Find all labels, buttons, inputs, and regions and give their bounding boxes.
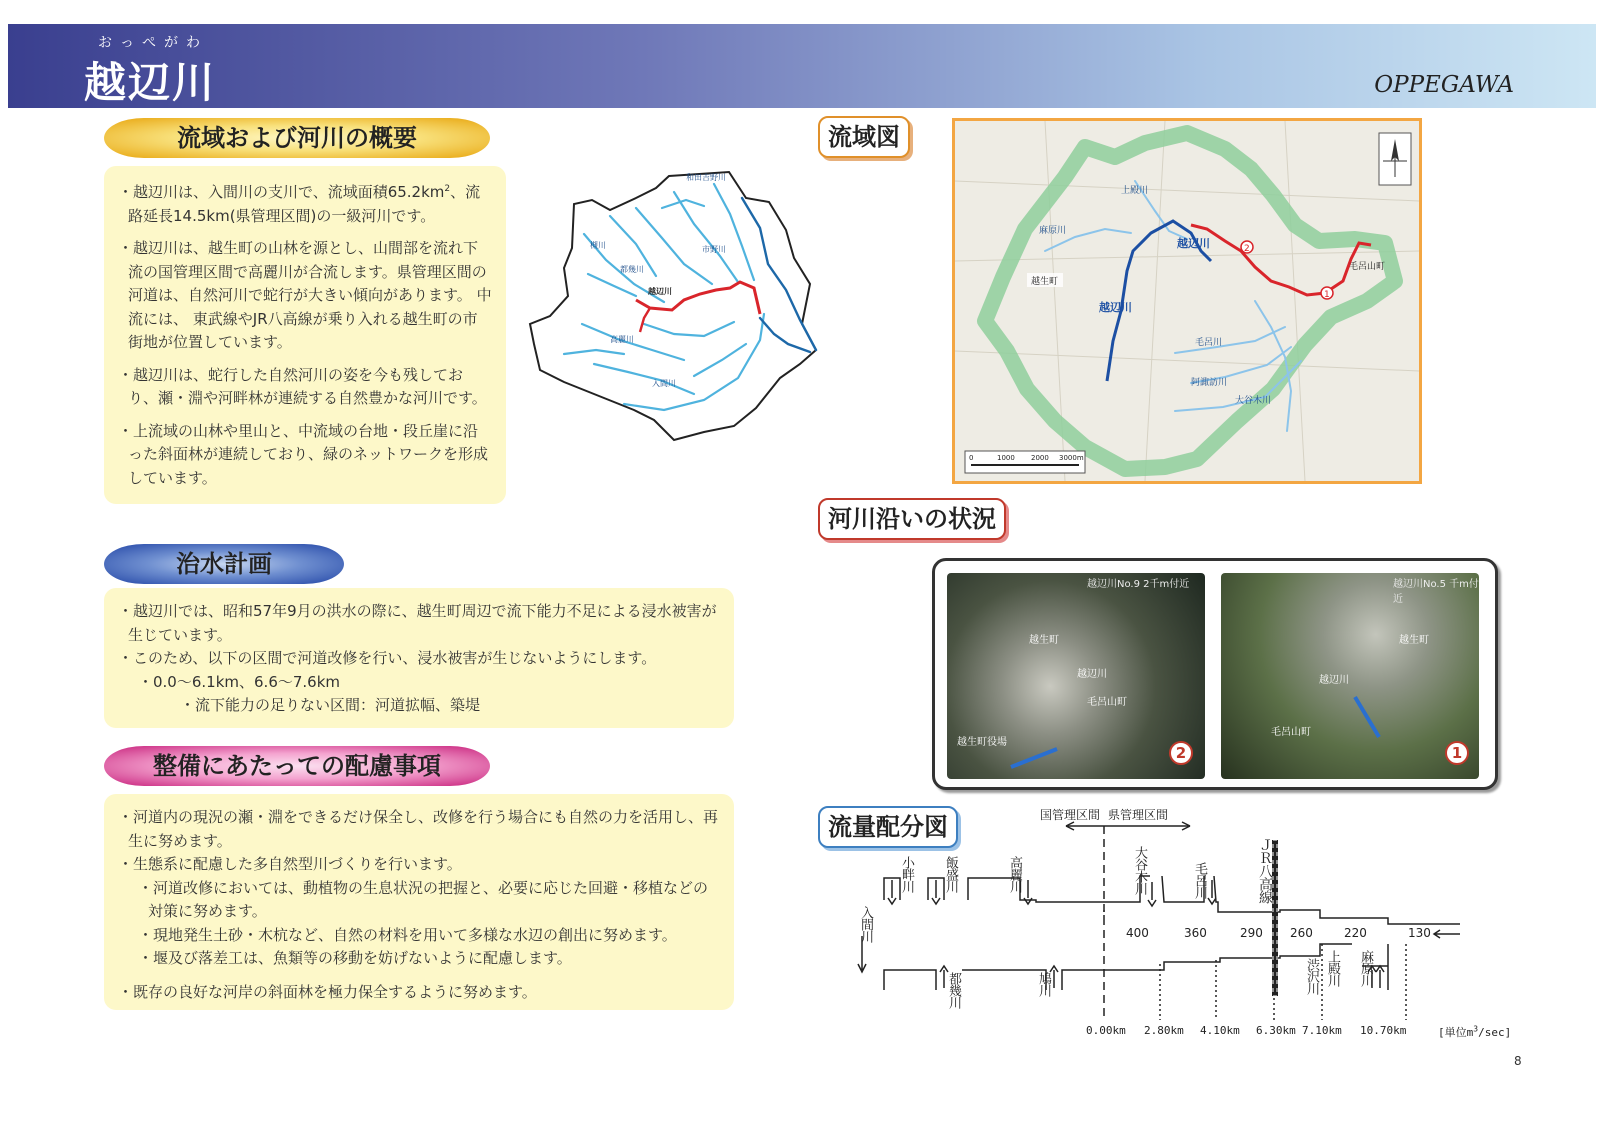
flow-value: 360	[1184, 926, 1207, 940]
flood-item: ・0.0～6.1km、6.6～7.6km	[138, 672, 341, 691]
km-label: 10.70km	[1360, 1024, 1407, 1037]
svg-text:2: 2	[1244, 244, 1250, 254]
flood-item: ・このため、以下の区間で河道改修を行い、浸水被害が生じないようにします。	[118, 649, 657, 667]
label-ichino: 市野川	[702, 245, 726, 254]
label-iruma: 入間川	[652, 379, 676, 388]
trib-kamitono: 上殿川	[1325, 950, 1340, 986]
trib-tsuki: 都幾川	[946, 972, 961, 1008]
flow-value: 220	[1344, 926, 1367, 940]
considerations-box	[104, 794, 734, 1010]
flow-value: 290	[1240, 926, 1263, 940]
flow-value: 400	[1126, 926, 1149, 940]
trib-oyagi: 大谷木川	[1132, 846, 1147, 894]
overview-heading: 流域および河川の概要	[104, 118, 490, 158]
trib-shibusawa: 渋沢川	[1304, 958, 1319, 994]
trib-mabara: 麻原川	[1358, 950, 1373, 986]
photo-badge-2: 2	[1169, 741, 1193, 765]
page-title: 越辺川	[84, 58, 217, 107]
aerial-photo-2: 越辺川No.9 2千m付近 越生町 越辺川 毛呂山町 越生町役場 2	[947, 573, 1205, 779]
label-moro: 毛呂川	[1195, 338, 1223, 348]
label-mabara: 麻原川	[1039, 226, 1067, 236]
svg-text:1000: 1000	[997, 454, 1015, 462]
trib-iruma: 入間川	[858, 906, 873, 942]
consider-item: ・現地発生土砂・木杭など、自然の材料を用いて多様な水辺の創出に努めます。	[138, 925, 677, 944]
label-wadayoshino: 和田吉野川	[686, 173, 726, 182]
label-koma: 高麗川	[610, 335, 634, 344]
km-label: 0.00km	[1086, 1024, 1126, 1037]
considerations-heading: 整備にあたっての配慮事項	[104, 746, 490, 786]
overview-box	[104, 166, 506, 504]
trib-jr: ＪＲ八高線	[1257, 838, 1273, 903]
trib-moro: 毛呂川	[1192, 862, 1207, 898]
km-label: 6.30km	[1256, 1024, 1296, 1037]
km-label: 4.10km	[1200, 1024, 1240, 1037]
flood-item: ・越辺川では、昭和57年9月の洪水の際に、越生町周辺で流下能力不足による浸水被害が生じています。	[118, 602, 717, 644]
watershed-heading: 流域図	[818, 116, 910, 158]
title-banner	[8, 24, 1596, 108]
basin-outline-map	[524, 164, 824, 446]
label-oppe: 越辺川	[648, 287, 672, 296]
photos-frame	[932, 558, 1498, 790]
trib-koma: 高麗川	[1007, 856, 1022, 892]
svg-text:2000: 2000	[1031, 454, 1049, 462]
photo-badge-1: 1	[1445, 741, 1469, 765]
watershed-map	[952, 118, 1422, 484]
label-kamitono: 上殿川	[1121, 186, 1149, 196]
consider-item: ・河道改修においては、動植物の生息状況の把握と、必要に応じた回避・移植などの対策に努めます。	[138, 878, 709, 920]
page-number: 8	[1514, 1054, 1522, 1068]
svg-text:0: 0	[969, 454, 974, 462]
label-kuni: 国管理区間	[1040, 808, 1101, 822]
svg-text:3000m: 3000m	[1059, 454, 1084, 462]
flood-box	[104, 588, 734, 728]
label-oppe-2: 越辺川	[1099, 301, 1132, 314]
trib-iimori: 飯盛川	[943, 856, 958, 892]
flood-item: ・流下能力の足りない区間：河道拡幅、築堤	[180, 696, 481, 714]
flow-value: 130	[1408, 926, 1431, 940]
flow-value: 260	[1290, 926, 1313, 940]
overview-item: ・上流域の山林や里山と、中流域の台地・段丘崖に沿った斜面林が連続しており、緑のネットワークを形成しています。	[118, 421, 489, 487]
trib-hato: 鳩川	[1036, 972, 1051, 996]
overview-item: ・越辺川は、越生町の山林を源とし、山間部を流れ下流の国管理区間で高麗川が合流します。県管理区間の河道は、自然河川で蛇行が大きい傾向があります。 中流には、 東武線やJR八高線が乗り入れる越生町の市街地が位置しています。	[118, 239, 492, 351]
consider-item: ・生態系に配慮した多自然型川づくりを行います。	[118, 855, 462, 873]
overview-item: ・越辺川は、蛇行した自然河川の姿を今も残しており、瀬・淵や河畔林が連続する自然豊かな河川です。	[118, 365, 487, 407]
trib-kobata: 小畔川	[899, 856, 914, 892]
label-oyagi: 大谷木川	[1235, 396, 1272, 406]
page-title-roman: OPPEGAWA	[1374, 72, 1514, 98]
label-ken: 県管理区間	[1108, 808, 1169, 822]
label-ogose: 越生町	[1031, 277, 1059, 287]
label-kaba: 槻川	[590, 241, 606, 250]
label-oppe-1: 越辺川	[1177, 237, 1210, 250]
consider-item: ・既存の良好な河岸の斜面林を極力保全するように努めます。	[118, 982, 537, 1001]
scale-bar	[965, 451, 1085, 473]
unit-label: [単位$m^3/\sec$]	[1438, 1024, 1512, 1039]
label-tsuki: 都幾川	[620, 265, 644, 274]
label-moroyama: 毛呂山町	[1349, 262, 1386, 272]
aerial-photo-1: 越辺川No.5 千m付近 越生町 越辺川 毛呂山町 1	[1221, 573, 1479, 779]
north-arrow	[1379, 133, 1411, 185]
consider-item: ・堰及び落差工は、魚類等の移動を妨げないように配慮します。	[138, 949, 572, 967]
consider-item: ・河道内の現況の瀬・淵をできるだけ保全し、改修を行う場合にも自然の力を活用し、再生に努めます。	[118, 808, 719, 850]
photos-heading: 河川沿いの状況	[818, 498, 1006, 540]
svg-text:1: 1	[1324, 290, 1330, 300]
overview-item: ・越辺川は、入間川の支川で、流域面積$65.2km^2$、流路延長14.5km(県管理区間)の一級河川です。	[118, 183, 481, 225]
flow-heading: 流量配分図	[818, 806, 958, 848]
flood-heading: 治水計画	[104, 544, 344, 584]
flow-diagram-lines	[840, 820, 1500, 1020]
title-ruby: おっぺがわ	[98, 35, 208, 51]
label-asuwa: 阿諏訪川	[1191, 378, 1228, 388]
km-label: 2.80km	[1144, 1024, 1184, 1037]
km-label: 7.10km	[1302, 1024, 1342, 1037]
